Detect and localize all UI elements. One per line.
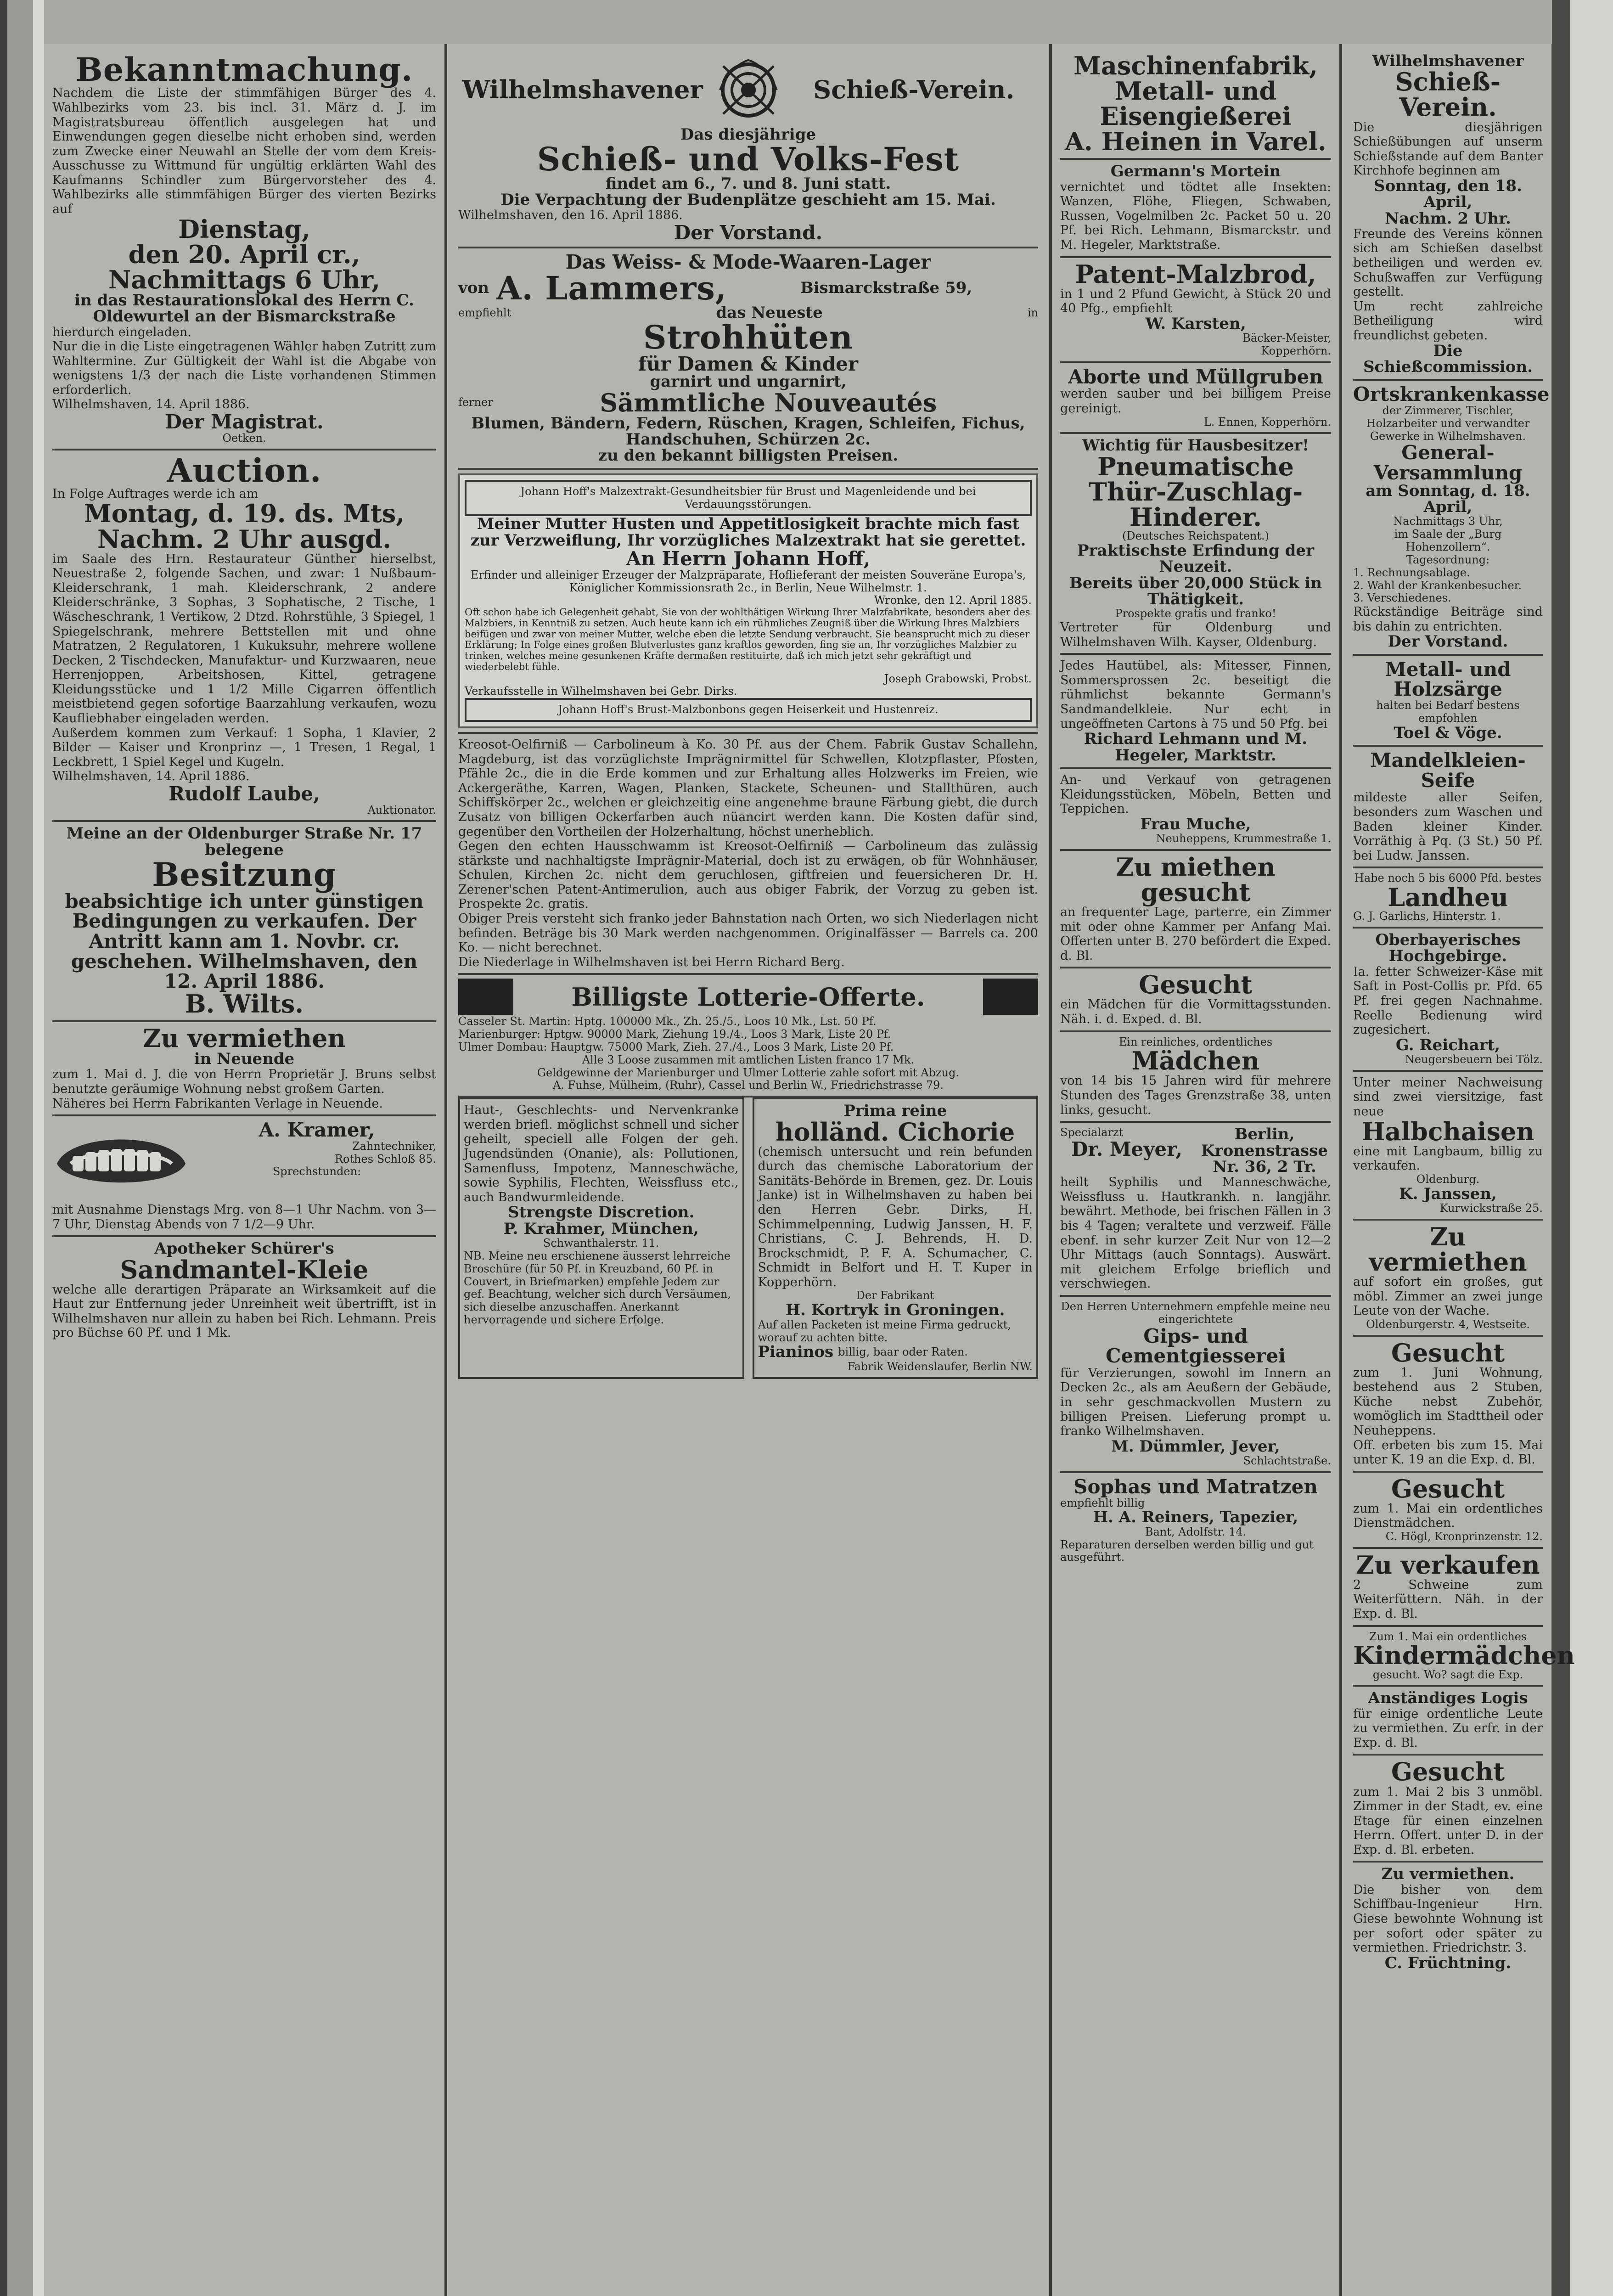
coffins-text: halten bei Bedarf bestens empfohlen — [1376, 699, 1520, 725]
mortein-text: vernichtet und tödtet alle Insekten: Wanzen, Flöhe, Fliegen, Schwaben, Russen, Vogelmilben 2c. Packet 50 u. 20 Pf. bei Rich. Lehmann, Bismarckstr. und M. Hegeler, Marktstraße. — [1060, 180, 1331, 252]
lottery-line-2: Marienburger: Hptgw. 90000 Mark, Ziehung 19./4., Loos 3 Mark, Liste 20 Pf. — [458, 1028, 891, 1041]
doctor-text: heilt Syphilis und Manneschwäche, Weissfluss u. Hautkrankh. n. langjähr. bewährt. Methode, bei frischen Fällen in 3 bis 4 Tagen; veraltete und verzweif. Fälle ebenf. in sehr kurzer Zeit Nur von 12—2 Uhr Mittags (auch Sonntags). Auswärt. mit gleichem Erfolge brieflich und verschwiegen. — [1060, 1175, 1331, 1291]
lodging-ad — [1353, 1687, 1543, 1756]
nanny-intro: Zum 1. Mai ein ordentliches — [1369, 1630, 1527, 1643]
lottery-left-hand-icon — [458, 979, 513, 1015]
pigs-text: 2 Schweine zum Weiterfüttern. Näh. in der Exp. d. Bl. — [1353, 1577, 1543, 1621]
doorcloser-agent: Vertreter für Oldenburg und Wilhelmshaven Wilh. Kayser, Oldenburg. — [1060, 620, 1331, 649]
cheese-name: G. Reichart, — [1395, 1035, 1501, 1054]
wanted-name-2: C. Högl, Kronprinzenstr. 12. — [1385, 1530, 1543, 1543]
notice-date: den 20. April cr., — [128, 239, 360, 269]
almond-title: Mandelkleien-Seife — [1370, 749, 1526, 792]
carbolineum-text-2: Gegen den echten Hausschwamm ist Kreosot-Oelfirniß — Carbolineum das zulässig stärkste und nachhaltigste Imprägnir-Material, doch ist zu erwägen, ob für Wohnhäuser, Schulen, Kirchen 2c. nicht dem geruchlosen, giftfreien und feuersicheren Dr. H. Zerener'schen Patent-Antimerulion, auch aus obiger Fabrik, der Vorzug zu geben ist. Prospekte 2c. gratis. — [458, 839, 1038, 912]
rent-ad-4 — [1353, 1863, 1543, 1975]
auction-intro: In Folge Auftrages werde ich am — [52, 486, 259, 501]
wanted-title-mid: Gesucht — [1139, 970, 1253, 1000]
property-sign: B. Wilts. — [185, 989, 304, 1019]
girl-ad — [1060, 1032, 1331, 1123]
lower-mid-grid — [458, 1097, 1038, 1379]
mortein-ad — [1060, 160, 1331, 258]
bins-text: werden sauber und bei billigem Preise gereinigt. — [1060, 387, 1331, 416]
rent-text-1b: Näheres bei Herrn Fabrikanten Verlage in Neuende. — [52, 1096, 383, 1111]
notice-datedline: Wilhelmshaven, 14. April 1886. — [52, 397, 250, 412]
factory-firm: A. Heinen in Varel. — [1065, 127, 1326, 157]
plaster-ad — [1060, 1297, 1331, 1473]
auction-text: im Saale des Hrn. Restaurateur Günther hierselbst, Neuestraße 2, folgende Sachen, und zwar: 1 Nußbaum-Kleiderschrank, 1 mah. Kleiderschrank, 2 andere Kleiderschränke, 3 Sophas, 3 Sophatische, 2 Tische, 1 Wäscheschrank, 1 Vertikow, 2 Dtzd. Rohrstühle, 3 Spiegel, 1 Spiegelschrank, mehrere Bettstellen mit und ohne Matratzen, 2 Regulatoren, 1 Kukuksuhr, mehrere wollene Decken, 2 Tischdecken, Manufaktur- und Kurzwaaren, neue Herrenjoppen, Arbeitshosen, Kittel, getragene Kleidungsstücke und 1 1/2 Mille Cigarren öffentlich meistbietend gegen sofortige Baarzahlung verkaufen, wozu Kaufliebhaber eingeladen werden. — [52, 551, 436, 726]
rent-title-2: Zu miethen gesucht — [1116, 852, 1276, 907]
festival-title: Schieß- und Volks-Fest — [537, 140, 960, 179]
almond-ad — [1353, 747, 1543, 868]
maltbread-role: Bäcker-Meister, — [1242, 332, 1331, 345]
pianos-label: Pianinos — [758, 1343, 834, 1362]
doctor-ad — [1060, 1123, 1331, 1297]
rent-text-3: auf sofort ein großes, gut möbl. Zimmer an zwei junge Leute von der Wache. — [1353, 1275, 1543, 1318]
rent-address-3: Oldenburgerstr. 4, Westseite. — [1366, 1317, 1530, 1331]
girl-intro: Ein reinliches, ordentliches — [1118, 1035, 1273, 1048]
plaster-title: Gips- und Cementgiesserei — [1105, 1324, 1286, 1367]
rent-title-4: Zu vermiethen. — [1381, 1865, 1515, 1884]
cheese-place: Neugersbeuern bei Tölz. — [1405, 1053, 1543, 1066]
skin-sellers: Richard Lehmann und M. Hegeler, Marktstr. — [1084, 730, 1308, 765]
skin-text: Jedes Hautübel, als: Mitesser, Finnen, Sommersprossen 2c. beseitigt die rühmlichst bekannte Germann's Sandmandelkleie. Nur echt in ungeöffneten Cartons à 75 und 50 Pfg. bei — [1060, 658, 1331, 731]
wanted-ad-2 — [1353, 1473, 1543, 1549]
festival-dates: findet am 6., 7. und 8. Juni statt. — [605, 174, 891, 193]
lodging-title: Anständiges Logis — [1368, 1689, 1528, 1708]
coaches-text: Unter meiner Nachweisung sind zwei viersitzige, fast neue — [1353, 1075, 1543, 1119]
club-sign: Die Schießcommission. — [1363, 341, 1533, 376]
doorcloser-title: Pneumatische Thür-Zuschlag-Hinderer. — [1088, 451, 1303, 532]
dentist-role: Zahntechniker, — [352, 1139, 436, 1153]
clothing-address: Neuheppens, Krummestraße 1. — [1156, 832, 1331, 845]
fashion-from: von — [458, 279, 489, 298]
carbolineum-text-3: Obiger Preis versteht sich franko jeder Bahnstation nach Orten, wo sich Niederlagen nicht befinden. Beträge bis 30 Mark werden nachgenommen. Originalfässer — Barrels ca. 200 Ko. — nicht berechnet. — [458, 911, 1038, 955]
doctor-name: Dr. Meyer, — [1071, 1138, 1182, 1161]
lottery-line-5: Geldgewinne der Marienburger und Ulmer Lotterie zahle sofort mit Abzug. — [537, 1066, 960, 1079]
maltbread-title: Patent-Malzbrod, — [1075, 259, 1316, 289]
auction-time: Nachm. 2 Uhr ausgd. — [97, 524, 392, 554]
chicory-maker: H. Kortryk in Groningen. — [786, 1301, 1005, 1320]
malt-lead: Meiner Mutter Husten und Appetitlosigkeit brachte mich fast zur Verzweiflung, Ihr vorzügliches Malzextrakt hat sie gerettet. — [470, 515, 1026, 550]
fashion-garnish: garnirt und ungarnirt, — [650, 372, 847, 391]
health-ad — [458, 1097, 744, 1379]
notice-extra: Nur die in die Liste eingetragenen Wähler haben Zutritt zum Wahltermine. Zur Gültigkeit der Wahl ist die Abgabe von wenigstens 1/3 der nach die Liste vorhandenen Stimmen erforderlich. — [52, 339, 436, 397]
auction-title: Auction. — [167, 451, 322, 490]
fashion-ferner: ferner — [458, 396, 493, 409]
malt-ad — [458, 470, 1038, 734]
rent-text-4: Die bisher von dem Schiffbau-Ingenieur Hrn. Giese bewohnte Wohnung ist per sofort oder später zu vermiethen. Friedrichstr. 3. — [1353, 1882, 1543, 1955]
doorcloser-sold: Bereits über 20,000 Stück in Thätigkeit. — [1069, 574, 1322, 608]
lottery-right-hand-icon — [983, 979, 1038, 1015]
fashion-recommend: empfiehlt — [458, 306, 511, 319]
health-fund-title: Ortskrankenkasse — [1353, 383, 1550, 406]
malt-place: Wronke, den 12. April 1885. — [874, 594, 1032, 607]
fashion-ad — [458, 248, 1038, 470]
club-ad — [1353, 50, 1543, 381]
auction-extra: Außerdem kommen zum Verkauf: 1 Sopha, 1 Klavier, 2 Bilder — Kaiser und Kronprinz —, 1 Tresen, 1 Regal, 1 Leckbrett, 1 Spiel Kegel und Kugeln. — [52, 726, 436, 769]
property-text: beabsichtige ich unter günstigen Bedingungen zu verkaufen. Der Antritt kann am 1. Novbr. cr. geschehen. Wilhelmshaven, den 12. April 1886. — [65, 889, 424, 993]
hay-title: Landheu — [1388, 883, 1508, 912]
chicory-maker-label: Der Fabrikant — [856, 1289, 934, 1302]
carbolineum-title: Kreosot-Oelfirniß — Carbolineum à Ko. 30 Pf. aus der Chem. Fabrik Gustav Schallehn, Magdeburg, ist das vorzüglichste Imprägnirmittel für Schwellen, Klotzpflaster, Pfosten, Pfähle 2c., die in die Erde kommen und zur Erhaltung alles Holzwerks im Freien, wie Ackergeräthe, Karren, Wagen, Planken, Stackete, Scheunen- und Stallthüren, auch Schiffskörper 2c., welchen er gleichzeitig eine angenehme braune Färbung giebt, die durch Zusatz von billigen Ockerfarben auch nüancirt werden kann. Die Kosten dafür sind, gegenüber den Vortheilen der Holzerhaltung, höchst unerheblich. — [458, 737, 1038, 839]
clothing-text: An- und Verkauf von getragenen Kleidungsstücken, Möbeln, Betten und Teppichen. — [1060, 772, 1331, 816]
dentist-hours: mit Ausnahme Dienstags Mrg. von 8—1 Uhr Nachm. von 3—7 Uhr, Dienstag Abends von 7 1/2—9 Uhr. — [52, 1203, 436, 1232]
auction-datedline: Wilhelmshaven, 14. April 1886. — [52, 769, 250, 784]
girl-text: von 14 bis 15 Jahren wird für mehrere Stunden des Tages Grenzstraße 38, unten links, gesucht. — [1060, 1074, 1331, 1117]
auction-role: Auktionator. — [367, 803, 436, 816]
hay-text: G. J. Garlichs, Hinterstr. 1. — [1353, 910, 1501, 923]
hay-intro: Habe noch 5 bis 6000 Pfd. bestes — [1354, 872, 1542, 885]
chicory-head: Prima reine — [843, 1102, 947, 1120]
wanted-title-3: Gesucht — [1391, 1757, 1505, 1787]
notice-time: Nachmittags 6 Uhr, — [108, 264, 381, 294]
lottery-ad — [458, 975, 1038, 1097]
almond-text: mildeste aller Seifen, besonders zum Waschen und Baden kleiner Kinder. Vorräthig à Pq. (3 St.) 50 Pf. bei Ludw. Janssen. — [1353, 790, 1543, 863]
wanted-title-1: Gesucht — [1391, 1338, 1505, 1367]
cheese-title: Oberbayerisches Hochgebirge. — [1375, 931, 1521, 966]
malt-bottom: Johann Hoff's Brust-Malzbonbons gegen Heiserkeit und Hustenreiz. — [465, 698, 1032, 722]
wanted-ad-mid — [1060, 968, 1331, 1032]
mortein-title: Germann's Mortein — [1110, 162, 1281, 181]
chicory-note: Auf allen Packeten ist meine Firma gedruckt, worauf zu achten bitte. — [758, 1318, 1012, 1344]
club-text-3: Um recht zahlreiche Betheiligung wird freundlichst gebeten. — [1353, 299, 1543, 343]
bins-name: L. Ennen, Kopperhörn. — [1203, 415, 1331, 428]
rent-title-1: Zu vermiethen — [143, 1023, 346, 1053]
rent-ad-2 — [1060, 851, 1331, 968]
chicory-title: holländ. Cichorie — [776, 1117, 1015, 1147]
rent-subtitle-1: in Neuende — [194, 1050, 295, 1069]
wanted-text-mid: ein Mädchen für die Vormittagsstunden. Näh. i. d. Exped. d. Bl. — [1060, 997, 1331, 1026]
maltbread-name: W. Karsten, — [1145, 314, 1246, 333]
doorcloser-prospect: Prospekte gratis und franko! — [1115, 607, 1276, 620]
club-date: Sonntag, den 18. April, — [1374, 176, 1522, 212]
coaches-ad — [1353, 1072, 1543, 1221]
malt-to: An Herrn Johann Hoff, — [626, 547, 871, 570]
health-fund-note: Rückständige Beiträge sind bis dahin zu entrichten. — [1353, 605, 1543, 634]
soap-intro-left: Apotheker Schürer's — [154, 1239, 334, 1258]
dentures-icon — [52, 1120, 190, 1203]
fashion-prices: zu den bekannt billigsten Preisen. — [598, 446, 899, 465]
health-fund-event: General-Versammlung — [1373, 441, 1523, 484]
maltbread-ad — [1060, 258, 1331, 363]
health-fund-agenda-title: Tagesordnung: — [1406, 553, 1490, 566]
soap-title-left: Sandmantel-Kleie — [120, 1255, 369, 1284]
club-text: Die diesjährigen Schießübungen auf unserm Schießstande auf dem Banter Kirchhofe beginnen am — [1353, 120, 1543, 178]
column-left — [44, 44, 447, 2296]
club-title: Schieß-Verein. — [1395, 67, 1501, 122]
soap-ad-left — [52, 1237, 436, 1344]
rent-ad-3 — [1353, 1221, 1543, 1337]
lodging-text: für einige ordentliche Leute zu vermiethen. Zu erfr. in der Exp. d. Bl. — [1353, 1706, 1543, 1750]
notice-sign: Der Magistrat. — [165, 411, 324, 433]
newspaper-page — [44, 44, 1575, 2296]
health-strong: Strengste Discretion. — [508, 1203, 695, 1222]
health-note: NB. Meine neu erschienene äusserst lehrreiche Broschüre (für 50 Pf. in Kreuzband, 60 Pf. in Couvert, in Briefmarken) empfehle Jedem zur gef. Beachtung, welcher sich durch Versäumen, sich dieselbe anzuschaffen. Anerkannt hervorragende und sichere Erfolge. — [464, 1249, 731, 1326]
wanted-title-2: Gesucht — [1391, 1474, 1505, 1503]
fashion-address: Bismarckstraße 59, — [800, 279, 972, 298]
factory-title: Maschinenfabrik, Metall- und Eisengießerei — [1073, 51, 1318, 131]
doorcloser-head: Wichtig für Hausbesitzer! — [1082, 436, 1310, 455]
column-right — [1345, 44, 1575, 2296]
wanted-text-2: zum 1. Mai ein ordentliches Dienstmädchen. — [1353, 1501, 1543, 1531]
coaches-address: Kurwickstraße 25. — [1439, 1202, 1543, 1215]
fashion-newest: das Neueste — [716, 303, 823, 322]
notice-invite: hierdurch eingeladen. — [52, 325, 191, 339]
lottery-line-1: Casseler St. Martin: Hptg. 100000 Mk., Zh. 25./5., Loos 10 Mk., Lst. 50 Pf. — [458, 1015, 877, 1028]
pianos-factory: Fabrik Weidenslaufer, Berlin NW. — [847, 1360, 1033, 1373]
dentist-hours-label: Sprechstunden: — [272, 1165, 361, 1178]
festival-left-head: Wilhelmshavener — [462, 75, 703, 105]
property-intro: Meine an der Oldenburger Straße Nr. 17 belegene — [66, 824, 422, 859]
health-address: Schwanthalerstr. 11. — [543, 1237, 659, 1250]
nanny-ad — [1353, 1627, 1575, 1687]
column-middle-2 — [1049, 44, 1342, 2296]
fashion-in: in — [1027, 306, 1038, 319]
wanted-text-1b: Off. erbeten bis zum 15. Mai unter K. 19 an die Exp. d. Bl. — [1353, 1438, 1543, 1467]
sofa-name: H. A. Reiners, Tapezier, — [1093, 1508, 1298, 1527]
factory-ad — [1060, 50, 1331, 160]
lottery-title: Billigste Lotterie-Offerte. — [571, 982, 925, 1012]
carbolineum-ad — [458, 734, 1038, 975]
festival-note: Die Verpachtung der Budenplätze geschieht am 15. Mai. — [500, 191, 996, 209]
lottery-line-6: A. Fuhse, Mülheim, (Ruhr), Cassel und Berlin W., Friedrichstrasse 79. — [552, 1079, 944, 1092]
health-fund-date: am Sonntag, d. 18. April, — [1366, 481, 1530, 517]
clothing-name: Frau Muche, — [1140, 815, 1251, 833]
coaches-text-2: eine mit Langbaum, billig zu verkaufen. — [1353, 1144, 1543, 1173]
maltbread-place: Kopperhörn. — [1261, 344, 1331, 357]
property-title: Besitzung — [152, 855, 337, 894]
column-middle-1 — [450, 44, 1046, 2296]
fashion-title: Das Weiss- & Mode-Waaren-Lager — [565, 250, 931, 273]
health-fund-sign: Der Vorstand. — [1388, 632, 1508, 651]
health-fund-subtitle: der Zimmerer, Tischler, Holzarbeiter und verwandter Gewerke in Wilhelmshaven. — [1366, 404, 1530, 443]
wanted-ad-3 — [1353, 1756, 1543, 1863]
plaster-intro: Den Herren Unternehmern empfehle meine neu eingerichtete — [1061, 1300, 1331, 1326]
lottery-line-3: Ulmer Dombau: Hauptgw. 75000 Mark, Zieh. 27./4., Loos 3 Mark, Liste 20 Pf. — [458, 1040, 894, 1053]
carbolineum-text-4: Die Niederlage in Wilhelmshaven ist bei Herrn Richard Berg. — [458, 955, 845, 969]
dentist-name: A. Kramer, — [259, 1119, 375, 1142]
health-title: Haut-, Geschlechts- und Nervenkranke werden briefl. möglichst schnell und sicher geheilt, speciell alle Folgen der geh. Jugendsünden (Onanie), als: Pollutionen, Samenfluss, Impotenz, Manneschwäche, sowie Syphilis, Flechten, Weissfluss etc., auch Bandwurmleidende. — [464, 1103, 739, 1204]
nanny-text: gesucht. Wo? sagt die Exp. — [1372, 1668, 1523, 1681]
cheese-text: Ia. fetter Schweizer-Käse mit Saft in Post-Collis pr. Pfd. 65 Pf. frei gegen Nachnahme. Reelle Bedienung wird zugesichert. — [1353, 964, 1543, 1037]
malt-top: Johann Hoff's Malzextrakt-Gesundheitsbier für Brust und Magenleidende und bei Verdauungsstörungen. — [465, 480, 1032, 517]
festival-datedline: Wilhelmshaven, den 16. April 1886. — [458, 208, 683, 223]
doorcloser-patent: (Deutsches Reichspatent.) — [1122, 529, 1270, 543]
coaches-name: K. Janssen, — [1399, 1184, 1497, 1203]
pigs-title: Zu verkaufen — [1356, 1550, 1540, 1580]
notice-place: in das Restaurationslokal des Herrn C. Oldewurtel an der Bismarckstraße — [74, 291, 414, 326]
doctor-address: Kronenstrasse Nr. 36, 2 Tr. — [1201, 1141, 1328, 1176]
health-fund-agenda-1: 1. Rechnungsablage. — [1353, 566, 1470, 579]
skin-ad — [1060, 655, 1331, 769]
clothing-ad — [1060, 769, 1331, 851]
sofa-text: empfiehlt billig — [1060, 1496, 1145, 1509]
hay-ad — [1353, 868, 1543, 929]
girl-title: Mädchen — [1131, 1046, 1260, 1076]
wanted-text-3: zum 1. Mai 2 bis 3 unmöbl. Zimmer in der Stadt, ev. eine Etage für einen einzelnen Herrn. Offert. unter D. in der Exp. d. Bl. erbeten. — [1353, 1784, 1543, 1857]
rent-text-2: an frequenter Lage, parterre, ein Zimmer mit oder ohne Kammer per Anfang Mai. Offerten unter B. 270 befördert die Exped. d. Bl. — [1060, 905, 1331, 963]
doctor-special: Specialarzt — [1060, 1126, 1124, 1139]
chicory-text: (chemisch untersucht und rein befunden durch das chemische Laboratorium der Sanitäts-Behörde in Bremen, gez. Dr. Louis Janke) ist in Wilhelmshaven zu haben bei den Herren Gebr. Dirks, H. Schimmelpenning, Ludwig Janssen, H. F. Christians, C. J. Behrends, H. D. Brockschmidt, P. F. A. Schumacher, C. Schmidt in Belfort und H. T. Kuper in Kopperhörn. — [758, 1144, 1033, 1289]
festival-year-line: Das diesjährige — [680, 125, 816, 144]
notice-ad — [52, 50, 436, 450]
sofa-address: Bant, Adolfstr. 14. — [1145, 1525, 1247, 1538]
coaches-title: Halbchaisen — [1361, 1116, 1534, 1146]
fashion-firm: A. Lammers, — [496, 269, 727, 308]
notice-day: Dienstag, — [178, 214, 310, 244]
coffins-title: Metall- und Holzsärge — [1385, 658, 1511, 701]
plaster-text: für Verzierungen, sowohl im Innern an Decken 2c., als am Aeußern der Gebäude, in sehr geschmackvollen Mustern zu billigen Preisen. Lieferung prompt u. franko Wilhelmshaven. — [1060, 1366, 1331, 1439]
nanny-title: Kindermädchen — [1353, 1641, 1575, 1671]
sofa-repair: Reparaturen derselben werden billig und gut ausgeführt. — [1060, 1538, 1314, 1564]
doorcloser-desc: Praktischste Erfindung der Neuzeit. — [1077, 541, 1314, 576]
pianos-note: billig, baar oder Raten. — [838, 1345, 968, 1359]
coaches-place: Oldenburg. — [1416, 1172, 1480, 1186]
auction-sign: Rudolf Laube, — [169, 782, 320, 805]
fashion-hats: Strohhüten — [643, 318, 853, 357]
lottery-line-4: Alle 3 Loose zusammen mit amtlichen Listen franco 17 Mk. — [582, 1053, 915, 1066]
dentist-ad — [52, 1116, 436, 1237]
soap-text-left: welche alle derartigen Präparate an Wirksamkeit auf die Haut zur Entfernung jeder Unreinheit weit übertrifft, ist in Wilhelmshaven nur allein zu haben bei Rich. Lehmann. Preis pro Büchse 60 Pf. und 1 Mk. — [52, 1282, 436, 1340]
health-fund-place: im Saale der „Burg Hohenzollern“. — [1394, 528, 1502, 554]
plaster-address: Schlachtstraße. — [1243, 1454, 1331, 1468]
rent-text-1: zum 1. Mai d. J. die von Herrn Proprietär J. Bruns selbst benutzte geräumige Wohnung nebst großem Garten. — [52, 1067, 436, 1096]
doorcloser-ad — [1060, 434, 1331, 655]
auction-ad — [52, 450, 436, 822]
fashion-audience: für Damen & Kinder — [638, 352, 859, 375]
malt-sale: Verkaufsstelle in Wilhelmshaven bei Gebr. Dirks. — [465, 685, 737, 698]
rent-title-3: Zu vermiethen — [1369, 1221, 1527, 1277]
dentist-address: Rothes Schloß 85. — [334, 1152, 436, 1165]
fashion-list: Blumen, Bändern, Federn, Rüschen, Kragen, Schleifen, Fichus, Handschuhen, Schürzen 2c. — [471, 414, 1025, 449]
festival-right-head: Schieß-Verein. — [813, 75, 1015, 105]
malt-letter: Oft schon habe ich Gelegenheit gehabt, Sie von der wohlthätigen Wirkung Ihrer Malzfabrikate, besonders aber des Malzbiers, in Kenntniß zu setzen. Auch heute kann ich ein rühmliches Zeugniß über die Wirkung Ihres Malzbiers beifügen und zwar von meiner Mutter, welche eben die letzte Sendung verbraucht. Sie beansprucht mich zu dieser Erklärung; In Folge eines großen Blutverlustes ganz kraftlos geworden, fing sie an, Ihr vorzügliches Malzbier zu trinken, welches meine gesunkenen Kräfte dermaßen restituirte, daß ich mich jetzt sehr gekräftigt und wiederbelebt fühle. — [465, 607, 1030, 672]
maltbread-text: in 1 und 2 Pfund Gewicht, à Stück 20 und 40 Pfg., empfiehlt — [1060, 287, 1331, 316]
shooting-club-emblem-icon — [712, 53, 785, 127]
club-time: Nachm. 2 Uhr. — [1385, 209, 1511, 228]
notice-text: Nachdem die Liste der stimmfähigen Bürger des 4. Wahlbezirks vom 23. bis incl. 31. März d. J. im Magistratsbureau öffentlich ausgelegen hat und Einwendungen gegen dieselbe nicht erhoben sind, werden zum Zwecke einer Neuwahl an Stelle der vom dem Kreis-Ausschusse zu Wittmund für ungültig erklärten Wahl des Kaufmanns Schindler zum Bürgervorsteher des 4. Wahlbezirks alle stimmfähigen Bürger des vierten Bezirks auf — [52, 86, 436, 217]
wanted-ad-1 — [1353, 1337, 1543, 1473]
sofa-ad — [1060, 1473, 1331, 1568]
coffins-ad — [1353, 656, 1543, 747]
health-fund-agenda-3: 3. Verschiedenes. — [1353, 591, 1451, 605]
property-ad — [52, 822, 436, 1022]
auction-date: Montag, d. 19. ds. Mts, — [84, 499, 405, 529]
chicory-ad — [753, 1097, 1039, 1379]
club-text-2: Freunde des Vereins können sich am Schießen daselbst betheiligen und werden ev. Schußwaffen zur Verfügung gestellt. — [1353, 226, 1543, 299]
wanted-text-1: zum 1. Juni Wohnung, bestehend aus 2 Stuben, Küche nebst Zubehör, womöglich im Stadttheil oder Neuheppens. — [1353, 1365, 1543, 1438]
malt-writer: Joseph Grabowski, Probst. — [884, 672, 1032, 685]
festival-ad — [458, 50, 1038, 248]
bins-ad — [1060, 363, 1331, 434]
fashion-nouveautes: Sämmtliche Nouveautés — [600, 388, 937, 417]
sofa-title: Sophas und Matratzen — [1073, 1475, 1318, 1498]
health-fund-agenda-2: 2. Wahl der Krankenbesucher. — [1353, 579, 1522, 592]
doctor-city: Berlin, — [1234, 1125, 1295, 1144]
plaster-name: M. Dümmler, Jever, — [1111, 1437, 1280, 1456]
malt-sub: Erfinder und alleiniger Erzeuger der Malzpräparate, Hoflieferant der meisten Souveräne Europa's, Königlicher Kommissionsrath 2c., in Berlin, Neue Wilhelmstr. 1. — [470, 568, 1026, 594]
notice-person: Oetken. — [222, 431, 266, 445]
notice-title: Bekanntmachung. — [75, 51, 413, 89]
rent-ad-1 — [52, 1022, 436, 1116]
coffins-name: Toel & Vöge. — [1394, 723, 1502, 742]
health-fund-ad — [1353, 381, 1550, 656]
club-head: Wilhelmshavener — [1372, 52, 1524, 70]
festival-sign: Der Vorstand. — [674, 221, 823, 244]
pigs-ad — [1353, 1549, 1543, 1627]
health-fund-time: Nachmittags 3 Uhr, — [1393, 515, 1503, 528]
cheese-ad — [1353, 929, 1543, 1072]
health-name: P. Krahmer, München, — [503, 1219, 699, 1238]
bins-title: Aborte und Müllgruben — [1068, 365, 1323, 388]
rent-name-4: C. Früchtning. — [1384, 1953, 1512, 1972]
